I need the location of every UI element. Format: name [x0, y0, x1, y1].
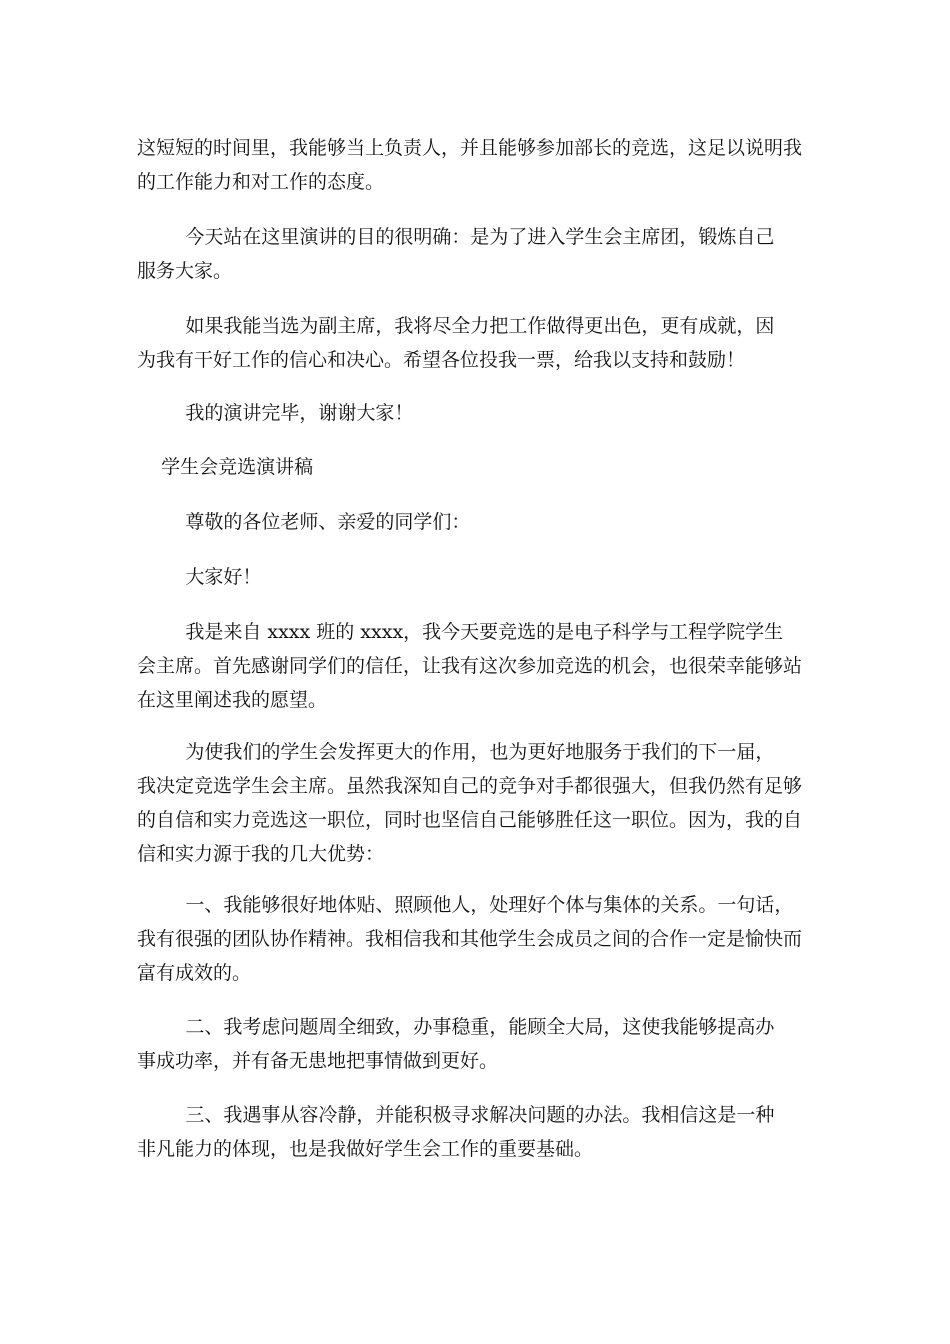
paragraph-1: 这短短的时间里，我能够当上负责人，并且能够参加部长的竞选，这足以说明我 的工作能力和对工作的态度。: [137, 137, 803, 193]
paragraph-decision: 为使我们的学生会发挥更大的作用，也为更好地服务于我们的下一届， 我决定竞选学生会主席。虽然我深知自己的竞争对手都很强大，但我仍然有足够 的自信和实力竞选这一职位，同时也坚信自己能够胜任这一职位。因为，我的自 信和实力源于我的几大优势：: [137, 741, 803, 865]
paragraph-point-2: 二、我考虑问题周全细致，办事稳重，能顾全大局，这使我能够提高办 事成功率，并有备无患地把事情做到更好。: [137, 1016, 775, 1072]
paragraph-point-1: 一、我能够很好地体贴、照顾他人，处理好个体与集体的关系。一句话， 我有很强的团队协作精神。我相信我和其他学生会成员之间的合作一定是愉快而 富有成效的。: [137, 894, 803, 984]
paragraph-3: 如果我能当选为副主席，我将尽全力把工作做得更出色，更有成就，因 为我有干好工作的信心和决心。希望各位投我一票，给我以支持和鼓励！: [137, 315, 775, 371]
paragraph-4: 我的演讲完毕，谢谢大家！: [137, 402, 414, 424]
section-title: 学生会竞选演讲稿: [137, 456, 314, 478]
greeting-salutation: 尊敬的各位老师、亲爱的同学们：: [137, 511, 471, 533]
paragraph-2: 今天站在这里演讲的目的很明确：是为了进入学生会主席团，锻炼自己 服务大家。: [137, 226, 775, 282]
paragraph-point-3: 三、我遇事从容冷静，并能积极寻求解决问题的办法。我相信这是一种 非凡能力的体现，也是我做好学生会工作的重要基础。: [137, 1104, 775, 1160]
paragraph-intro: 我是来自 xxxx 班的 xxxx，我今天要竞选的是电子科学与工程学院学生 会主席。首先感谢同学们的信任，让我有这次参加竞选的机会，也很荣幸能够站 在这里阐述我的愿望。: [137, 621, 803, 711]
greeting-hello: 大家好！: [137, 566, 262, 588]
